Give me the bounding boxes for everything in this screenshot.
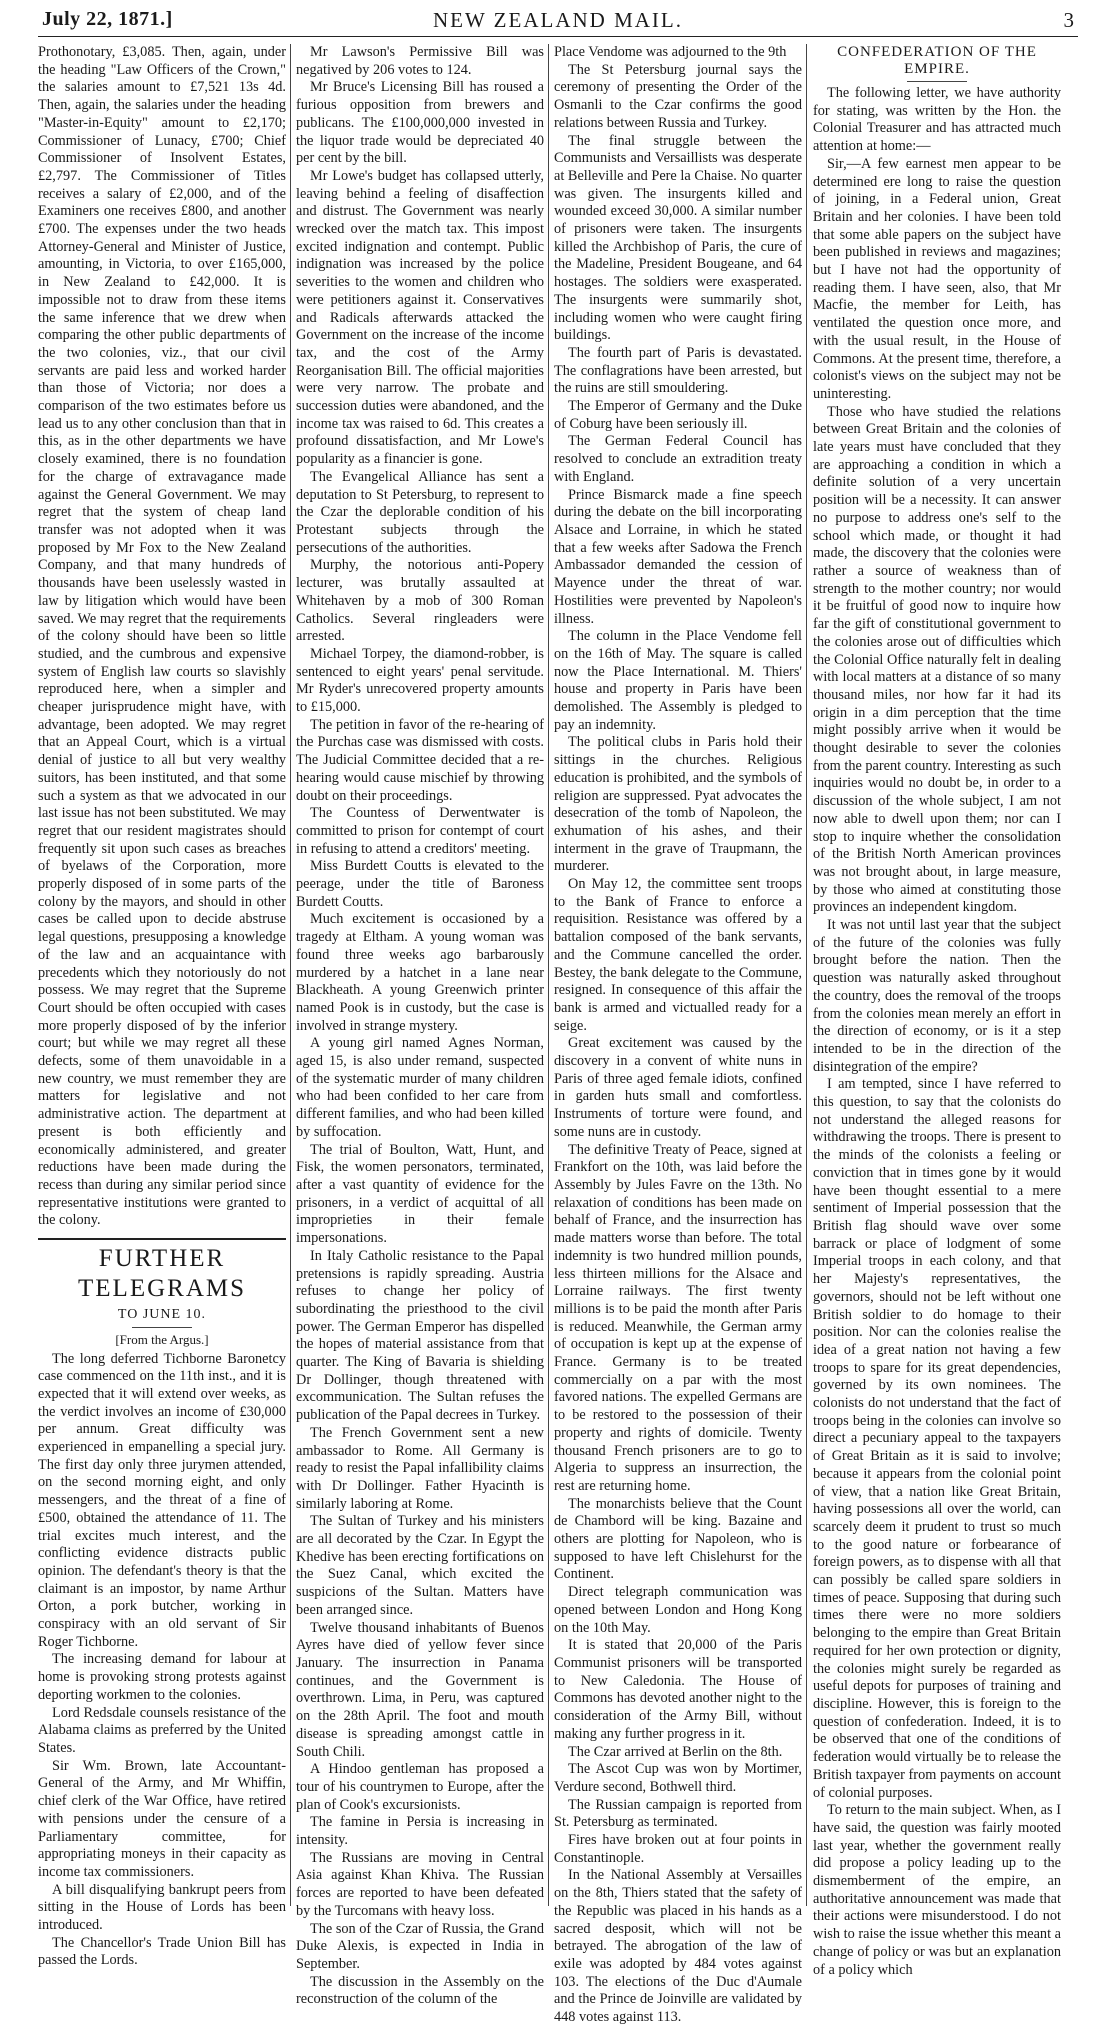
article-paragraph: Miss Burdett Coutts is elevated to the peerage, under the title of Baroness Burdett Coutts. xyxy=(296,858,544,910)
source-credit: [From the Argus.] xyxy=(115,1331,209,1347)
article-paragraph: The increasing demand for labour at home is provoking strong protests against deporting workmen to the colonies. xyxy=(38,1651,286,1703)
article-paragraph: The Russians are moving in Central Asia against Khan Khiva. The Russian forces are reported to have been defeated by the Turcomans with heavy loss. xyxy=(296,1849,544,1919)
page-header xyxy=(38,6,1078,36)
article-paragraph: It was not until last year that the subject of the future of the colonies was fully brought before the nation. Then the question was naturally asked throughout the country, does the removal of the troops from the colonies mean merely an effort in the direction of economy, or is it a step intended to be in the direction of the disintegration of the empire? xyxy=(813,917,1061,1075)
article-paragraph: A bill disqualifying bankrupt peers from sitting in the House of Lords has been introduced. xyxy=(38,1881,286,1934)
article-paragraph: The column in the Place Vendome fell on the 16th of May. The square is called now the Place International. M. Thiers' house and property in Paris have been demolished. The Assembly is pledged to pay an indemnity. xyxy=(554,628,802,733)
article-paragraph: Lord Redsdale counsels resistance of the Alabama claims as preferred by the United States. xyxy=(38,1704,286,1756)
article-paragraph: The Countess of Derwentwater is committed to prison for contempt of court in refusing to attend a creditors' meeting. xyxy=(296,805,544,857)
article-paragraph: Murphy, the notorious anti-Popery lecturer, was brutally assaulted at Whitehaven by a mob of 300 Roman Catholics. Several ringleaders were arrested. xyxy=(296,557,544,645)
article-paragraph: In Italy Catholic resistance to the Papal pretensions is rapidly spreading. Austria refuses to change her policy of subordinating the priesthood to the civil power. The German Emperor has dispelled the hopes of material assistance from that quarter. The King of Bavaria is shielding Dr Dollinger, though threatened with excommunication. The Sultan refuses the publication of the Papal decrees in Turkey. xyxy=(296,1247,544,1424)
article-paragraph: The discussion in the Assembly on the reconstruction of the column of the xyxy=(296,1973,544,2008)
header-rule xyxy=(38,36,1078,37)
issue-date: July 22, 1871.] xyxy=(42,8,173,30)
article-paragraph: Twelve thousand inhabitants of Buenos Ayres have died of yellow fever since January. The insurrection in Panama continues, and the Government is overthrown. Lima, in Peru, was captured on the 28th April. The foot and mouth disease is spreading amongst cattle in South Chili. xyxy=(296,1619,544,1760)
article-paragraph: The Ascot Cup was won by Mortimer, Verdure second, Bothwell third. xyxy=(554,1761,802,1795)
article-paragraph: The fourth part of Paris is devastated. The conflagrations have been arrested, but the ruins are still smouldering. xyxy=(554,344,802,397)
article-paragraph: The German Federal Council has resolved to conclude an extradition treaty with England. xyxy=(554,433,802,485)
divider xyxy=(907,81,967,82)
article-paragraph: A Hindoo gentleman has proposed a tour of his countrymen to Europe, after the plan of Cook's excursionists. xyxy=(296,1761,544,1813)
article-paragraph: The following letter, we have authority for stating, was written by the Hon. the Colonial Treasurer and has attracted much attention at home:— xyxy=(813,85,1061,155)
article-paragraph: Sir,—A few earnest men appear to be determined ere long to raise the question of joining, in a Federal union, Great Britain and her colonies. I have been told that some able papers on the subject have been published in reviews and magazines; but I have not had the opportunity of reading them. I have seen, also, that Mr Macfie, the member for Leith, has ventilated the question once more, and with the usual result, in the House of Commons. At the present time, therefore, a colonist's views on the subject may not be uninteresting. xyxy=(813,155,1061,402)
article-paragraph: Michael Torpey, the diamond-robber, is sentenced to eight years' penal servitude. Mr Ryder's unrecovered property amounts to £15,000. xyxy=(296,645,544,716)
article-paragraph: The Evangelical Alliance has sent a deputation to St Petersburg, to represent to the Czar the deplorable condition of his Protestant subjects through the persecutions of the authorities. xyxy=(296,468,544,556)
section-heading-further-telegrams: FURTHER TELEGRAMS xyxy=(38,1238,286,1304)
column-divider xyxy=(290,44,291,1906)
newspaper-title: NEW ZEALAND MAIL. xyxy=(433,8,683,32)
page-number: 3 xyxy=(1063,8,1074,32)
article-paragraph: The Chancellor's Trade Union Bill has passed the Lords. xyxy=(38,1934,286,1969)
article-paragraph: The St Petersburg journal says the ceremony of presenting the Order of the Osmanli to the Czar confirms the good relations between Russia and Turkey. xyxy=(554,61,802,131)
divider xyxy=(132,1327,192,1328)
column-4 xyxy=(813,44,1061,1978)
article-paragraph: Prothonotary, £3,085. Then, again, under the heading "Law Officers of the Crown," the salaries amount to £7,521 13s 4d. Then, again, the salaries under the heading "Master-in-Equity" amount to £2,170; Commissioner of Lunacy, £700; Chief Commissioner of Insolvent Estates, £2,797. The Commissioner of Titles receives a salary of £2,000, and of the Examiners one receives £800, and another £700. The expenses under the two heads Attorney-General and Minister of Justice, amounting, in Victoria, to over £165,000, in New Zealand to £42,000. It is impossible not to draw from these items the same inference that we drew when comparing the other public departments of the two colonies, viz., that our civil servants are paid less and worked harder than those of Victoria; nor does a comparison of the two estimates before us lead us to any other conclusion than that in this, as in the other departments we have closely examined, there is no foundation for the charge of extravagance made against the General Government. We may regret that the system of cheap land transfer was not adopted when it was proposed by Mr Fox to the New Zealand Company, and that many hundreds of thousands have been uselessly wasted in law by litigation which would have been saved. We may regret that the requirements of the colony should have been so little studied, and the cumbrous and expensive system of English law courts so slavishly reproduced here, when a simpler and cheaper jurisprudence might have, with advantage, been adopted. We may regret that an Appeal Court, which is a virtual denial of justice to all but very wealthy suitors, has been instituted, and that some such a system as that we advocated in our last issue has not been substituted. We may regret that our resident magistrates should frequently sit upon such cases as breaches of byelaws of the Corporation, more properly disposed of in some parts of the colony by the mayors, and should in other cases be called upon to decide abstruse legal questions, presupposing a knowledge of the law and an acquaintance with precedents which they notoriously do not possess. We may regret that the Supreme Court should be often occupied with cases more properly disposed of by the inferior court; but while we may regret all these defects, some of them unavoidable in a new country, we must remember they are matters for legislative and not administrative action. The department at present is both efficiently and economically administered, and greater reductions have been made during the recess than during any similar period since representative institutions were granted to the colony. xyxy=(38,44,286,1229)
article-paragraph: A young girl named Agnes Norman, aged 15, is also under remand, suspected of the systematic murder of many children who had been confided to her care from different families, and who had been killed by suffocation. xyxy=(296,1035,544,1140)
article-paragraph: The famine in Persia is increasing in intensity. xyxy=(296,1814,544,1849)
column-divider xyxy=(548,44,549,1906)
article-paragraph: Prince Bismarck made a fine speech during the debate on the bill incorporating Alsace and Lorraine, in which he stated that a few weeks after Sadowa the French Ambassador demanded the cession of Mayence under the threat of war. Hostilities were prevented by Napoleon's illness. xyxy=(554,486,802,627)
article-paragraph: Place Vendome was adjourned to the 9th xyxy=(554,44,787,60)
article-paragraph: Direct telegraph communication was opened between London and Hong Kong on the 10th May. xyxy=(554,1584,802,1636)
article-paragraph: The political clubs in Paris hold their sittings in the churches. Religious education is prohibited, and the symbols of religion are suppressed. Pyat advocates the desecration of the tomb of Napoleon, the exhumation of his ashes, and their interment in the grave of Traupmann, the murderer. xyxy=(554,734,802,875)
column-3 xyxy=(554,44,802,2026)
article-paragraph: To return to the main subject. When, as I have said, the question was fairly mooted last year, whether the government really did propose a policy leading up to the dismemberment of the empire, an authoritative announcement was made that their actions were misunderstood. I do not wish to raise the issue whether this meant a change of policy or was but an explanation of a policy which xyxy=(813,1802,1061,1978)
article-paragraph: I am tempted, since I have referred to this question, to say that the colonists do not understand the alleged reasons for withdrawing the troops. There is present to the minds of the colonists a feeling or conviction that in times gone by it would have been thought essential to a mere sentiment of Imperial possession that the British flag should wave over some barrack or place of lodgment of some Imperial troops in each colony, and that her Majesty's representatives, the governors, should not be left without one British soldier to do homage to their position. Nor can the colonies realise the idea of a great nation not having a few troops to spare for its great dependencies, governed by its own nominees. The colonists do not understand that the fact of troops being in the colonies can involve so direct a pecuniary appeal to the taxpayers of Great Britain as it is said to involve; because it appears from the colonial point of view, that a nation like Great Britain, having possessions all over the world, can scarcely deem it prudent to trust so much to the good nature or forbearance of foreign powers, as to dispense with all that can possibly be called spare soldiers in times of peace. Supposing that during such times there were no more soldiers belonging to the empire than Great Britain required for her own protection or dignity, the colonies might surely be regarded as useful depots for purposes of training and discipline. However, this is foreign to the question of confederation. Indeed, it is to be observed that one of the conditions of federation would virtually be to release the British taxpayer from payments on account of colonial purposes. xyxy=(813,1076,1061,1801)
article-paragraph: The long deferred Tichborne Baronetcy case commenced on the 11th inst., and it is expected that it will extend over weeks, as the verdict involves an income of £30,000 per annum. Great difficulty was experienced in empanelling a special jury. The first day only three jurymen attended, on the second morning eight, and only messengers, and the threat of a fine of £500, obtained the attendance of 11. The trial excites much interest, and the conflicting evidence distracts public opinion. The defendant's theory is that the claimant is an impostor, by name Arthur Orton, a pork butcher, working in conspiracy with an old servant of Sir Roger Tichborne. xyxy=(38,1350,286,1650)
article-paragraph: The final struggle between the Communists and Versaillists was desperate at Belleville and Pere la Chaise. No quarter was given. The insurgents killed and wounded exceed 30,000. A similar number of prisoners were taken. The insurgents killed the Archbishop of Paris, the cure of the Madeline, President Bougeane, and 64 hostages. The soldiers were exasperated. The insurgents were summarily shot, including women who were caught firing buildings. xyxy=(554,132,802,344)
article-paragraph: The Sultan of Turkey and his ministers are all decorated by the Czar. In Egypt the Khedive has been erecting fortifications on the Suez Canal, which excited the suspicions of the Sultan. Matters have been arranged since. xyxy=(296,1513,544,1618)
article-paragraph: The French Government sent a new ambassador to Rome. All Germany is ready to resist the Papal infallibility claims with Dr Dollinger. Father Hyacinth is similarly laboring at Rome. xyxy=(296,1424,544,1512)
article-paragraph: The son of the Czar of Russia, the Grand Duke Alexis, is expected in India in September. xyxy=(296,1920,544,1972)
article-paragraph: Sir Wm. Brown, late Accountant-General of the Army, and Mr Whiffin, chief clerk of the War Office, have retired with pensions under the censure of a Parliamentary committee, for appropriating moneys in their capacity as income tax commissioners. xyxy=(38,1757,286,1880)
column-divider xyxy=(806,44,807,1906)
column-2 xyxy=(296,44,544,2008)
article-paragraph: Those who have studied the relations between Great Britain and the colonies of late years must have concluded that they are approaching a condition in which a definite solution of a very uncertain position will be a necessity. It can answer no purpose to address one's self to the school which made, or thought it had made, the discovery that the colonies were rather a source of weakness than of strength to the mother country; nor would it be fruitful of good now to inquire how far the gift of constitutional government to the colonies arose out of difficulties which the Colonial Office naturally felt in dealing with local matters at a distance of so many thousand miles, nor how far it had its origin in a dim perception that the time might possibly arrive when it would be thought desirable to sever the colonies from the parent country. Interesting as such inquiries would no doubt be, in order to a discussion of the whole subject, I am not now able to dwell upon them; nor can I stop to inquire whether the consolidation of the British North American provinces was not brought about, in large measure, by those who aimed at constituting those provinces an independent kingdom. xyxy=(813,403,1061,916)
article-paragraph: The petition in favor of the re-hearing of the Purchas case was dismissed with costs. The Judicial Committee decided that a re-hearing would cause mischief by throwing doubt on their proceedings. xyxy=(296,716,544,804)
article-paragraph: Mr Bruce's Licensing Bill has roused a furious opposition from brewers and publicans. The £100,000,000 invested in the liquor trade would be depreciated 40 per cent by the bill. xyxy=(296,79,544,167)
article-paragraph: The Czar arrived at Berlin on the 8th. xyxy=(568,1743,783,1760)
article-paragraph: Fires have broken out at four points in Constantinople. xyxy=(554,1832,802,1866)
article-paragraph: The Russian campaign is reported from St. Petersburg as terminated. xyxy=(554,1796,802,1831)
article-paragraph: The monarchists believe that the Count de Chambord will be king. Bazaine and others are plotting for Napoleon, who is supposed to have left Chislehurst for the Continent. xyxy=(554,1495,802,1583)
article-paragraph: The Emperor of Germany and the Duke of Coburg have been seriously ill. xyxy=(554,398,802,432)
article-paragraph: Mr Lowe's budget has collapsed utterly, leaving behind a feeling of disaffection and distrust. The Government was nearly wrecked over the match tax. This impost excited indignation and contempt. Public indignation was increased by the police severities to the women and children who were petitioners against it. Conservatives and Radicals afterwards attacked the Government on the increase of the income tax, and the cost of the Army Reorganisation Bill. The official majorities were very narrow. The probate and succession duties were abandoned, and the income tax was raised to 6d. This creates a profound dissatisfaction, and Mr Lowe's popularity as a financier is gone. xyxy=(296,167,544,468)
section-heading-confederation: CONFEDERATION OF THE EMPIRE. xyxy=(837,44,1037,77)
article-paragraph: On May 12, the committee sent troops to the Bank of France to enforce a requisition. Resistance was offered by a battalion composed of the bank servants, and the Commune cancelled the order. Bestey, the bank delegate to the Commune, resigned. In consequence of this affair the bank is armed and victualled ready for a seige. xyxy=(554,876,802,1034)
column-1 xyxy=(38,44,286,1969)
article-paragraph: The trial of Boulton, Watt, Hunt, and Fisk, the women personators, terminated, after a vast quantity of evidence for the prisoners, in a verdict of acquittal of all improprieties in their female impersonations. xyxy=(296,1141,544,1247)
article-paragraph: The definitive Treaty of Peace, signed at Frankfort on the 10th, was laid before the Assembly by Jules Favre on the 13th. No relaxation of conditions has been made on behalf of France, and the insurrection has made matters worse than before. The total indemnity is two hundred million pounds, less thirteen millions for the Alsace and Lorraine railways. The first twenty millions is to be paid the month after Paris is reduced. Meanwhile, the German army of occupation is kept up at the expense of France. Germany is to be treated commercially on a par with the most favored nations. The expelled Germans are to be restored to the possession of their property and rights of domicile. Twenty thousand French prisoners are to go to Algeria to suppress an insurrection, the rest are returning home. xyxy=(554,1141,802,1494)
article-paragraph: Great excitement was caused by the discovery in a convent of white nuns in Paris of three aged female idiots, confined in garden huts small and comfortless. Instruments of torture were found, and some nuns are in custody. xyxy=(554,1035,802,1140)
article-paragraph: Much excitement is occasioned by a tragedy at Eltham. A young woman was found three weeks ago barbarously murdered by a hatchet in a lane near Blackheath. A young Greenwich printer named Pook is in custody, but the case is involved in strange mystery. xyxy=(296,911,544,1034)
section-subheading: TO JUNE 10. xyxy=(117,1307,207,1323)
article-paragraph: Mr Lawson's Permissive Bill was negatived by 206 votes to 124. xyxy=(296,44,544,78)
article-paragraph: It is stated that 20,000 of the Paris Communist prisoners will be transported to New Caledonia. The House of Commons has devoted another night to the consideration of the Army Bill, without making any further progress in it. xyxy=(554,1637,802,1742)
article-paragraph: In the National Assembly at Versailles on the 8th, Thiers stated that the safety of the Republic was placed in his hands as a sacred desposit, which will not be betrayed. The abrogation of the law of exile was adopted by 484 votes against 103. The elections of the Duc d'Aumale and the Prince de Joinville are validated by 448 votes against 113. xyxy=(554,1867,802,2026)
